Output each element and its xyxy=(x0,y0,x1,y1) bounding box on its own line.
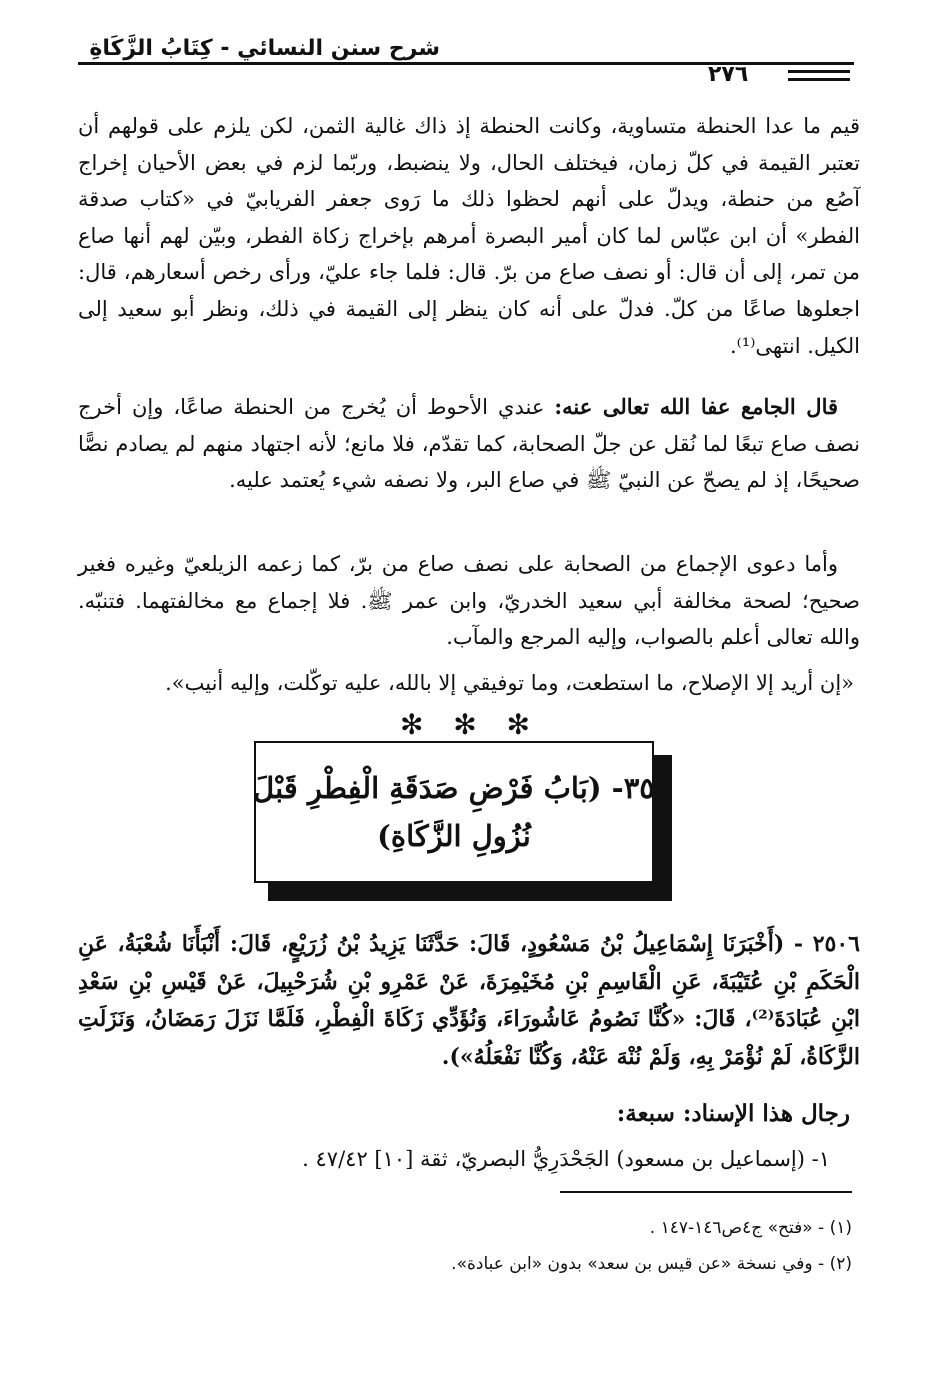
narrators-heading: رجال هذا الإسناد: سبعة: xyxy=(616,1100,850,1127)
footnote-2: (٢) - وفي نسخة «عن قيس بن سعد» بدون «ابن عبادة». xyxy=(451,1254,852,1274)
closing-verse: «إن أريد إلا الإصلاح، ما استطعت، وما توفيقي إلا بالله، عليه توكّلت، وإليه أنيب». xyxy=(165,671,854,695)
running-header-title: شرح سنن النسائي - كِتَابُ الزَّكَاةِ xyxy=(89,36,440,61)
author-remark-text: عندي الأحوط أن يُخرج من الحنطة صاعًا، وإن أخرج نصف صاع تبعًا لما نُقل عن جلّ الصحابة، كما تقدّم، فلا مانع؛ لأنه اجتهاد منهم لم يصادم نصًّا صحيحًا، إذ لم يصحّ عن النبيّ ﷺ في صاع البر، ولا نصفه شيء يُعتمد عليه. xyxy=(78,395,860,493)
footnote-1: (١) - «فتح» ج٤ص١٤٦-١٤٧ . xyxy=(649,1218,852,1238)
chapter-heading-line-2: نُزُولِ الزَّكَاةِ) xyxy=(377,819,531,853)
author-remark-lead: قال الجامع عفا الله تعالى عنه: xyxy=(554,394,839,419)
hadith-text: ٢٥٠٦ - (أَخْبَرَنَا إِسْمَاعِيلُ بْنُ مَسْعُودٍ، قَالَ: حَدَّثَنَا يَزِيدُ بْنُ زُرَيْعٍ، قَالَ: أَنْبَأَنَا شُعْبَةُ، عَنِ الْحَكَمِ بْنِ عُتَيْبَةَ، عَنِ الْقَاسِمِ بْنِ مُخَيْمِرَةَ، عَنْ عَمْرِو بْنِ شُرَحْبِيلَ، عَنْ قَيْسِ بْنِ سَعْدِ ابْنِ عُبَادَةَ⁽²⁾، قَالَ: «كُنَّا نَصُومُ عَاشُورَاءَ، وَنُؤَدِّي زَكَاةَ الْفِطْرِ، فَلَمَّا نَزَلَ رَمَضَانُ، وَنَزَلَتِ الزَّكَاةُ، لَمْ نُؤْمَرْ بِهِ، وَلَمْ نُنْهَ عَنْهُ، وَكُنَّا نَفْعَلُهُ»). xyxy=(78,931,860,1070)
section-separator-stars: ✻ ✻ ✻ xyxy=(400,708,540,741)
commentary-paragraph-2 xyxy=(78,389,860,499)
commentary-paragraph-1: قيم ما عدا الحنطة متساوية، وكانت الحنطة إذ ذاك غالية الثمن، لكن يلزم على قولهم أن تعتبر القيمة في كلّ زمان، فيختلف الحال، ولا ينضبط، وربّما لزم في بعض الأحيان إخراج آصُع من حنطة، ويدلّ على أنهم لحظوا ذلك ما رَوى جعفر الفريابيّ في «كتاب صدقة الفطر» أن ابن عبّاس لما كان أمير البصرة أمرهم بإخراج زكاة الفطر، وبيّن لهم أنها صاع من تمر، إلى أن قال: أو نصف صاع من برّ. قال: فلما جاء عليّ، ورأى رخص أسعارهم، قال: اجعلوها صاعًا من كلّ. فدلّ على أنه كان ينظر إلى القيمة في ذلك، ونظر أبو سعيد إلى الكيل. انتهى⁽¹⁾. xyxy=(78,114,860,358)
commentary-paragraph-3: وأما دعوى الإجماع من الصحابة على نصف صاع من برّ، كما زعمه الزيلعيّ وغيره فغير صحيح؛ لصحة مخالفة أبي سعيد الخدريّ، وابن عمر ﷺ. فلا إجماع مع مخالفتهما. فتنبّه. والله تعالى أعلم بالصواب، وإليه المرجع والمآب. xyxy=(78,552,860,650)
page-number-rule-lower xyxy=(788,78,850,81)
chapter-heading-box xyxy=(254,741,654,883)
page-number-rule-upper xyxy=(788,70,850,73)
page-number: ٢٧٦ xyxy=(708,62,749,87)
chapter-heading-line-1: ٣٥- (بَابُ فَرْضِ صَدَقَةِ الْفِطْرِ قَبْلَ xyxy=(253,771,655,805)
footnote-rule xyxy=(560,1191,852,1193)
narrator-item-1: ١- (إسماعيل بن مسعود) الجَحْدَرِيُّ البصريّ، ثقة [١٠] ٤٧/٤٢ . xyxy=(302,1147,830,1171)
